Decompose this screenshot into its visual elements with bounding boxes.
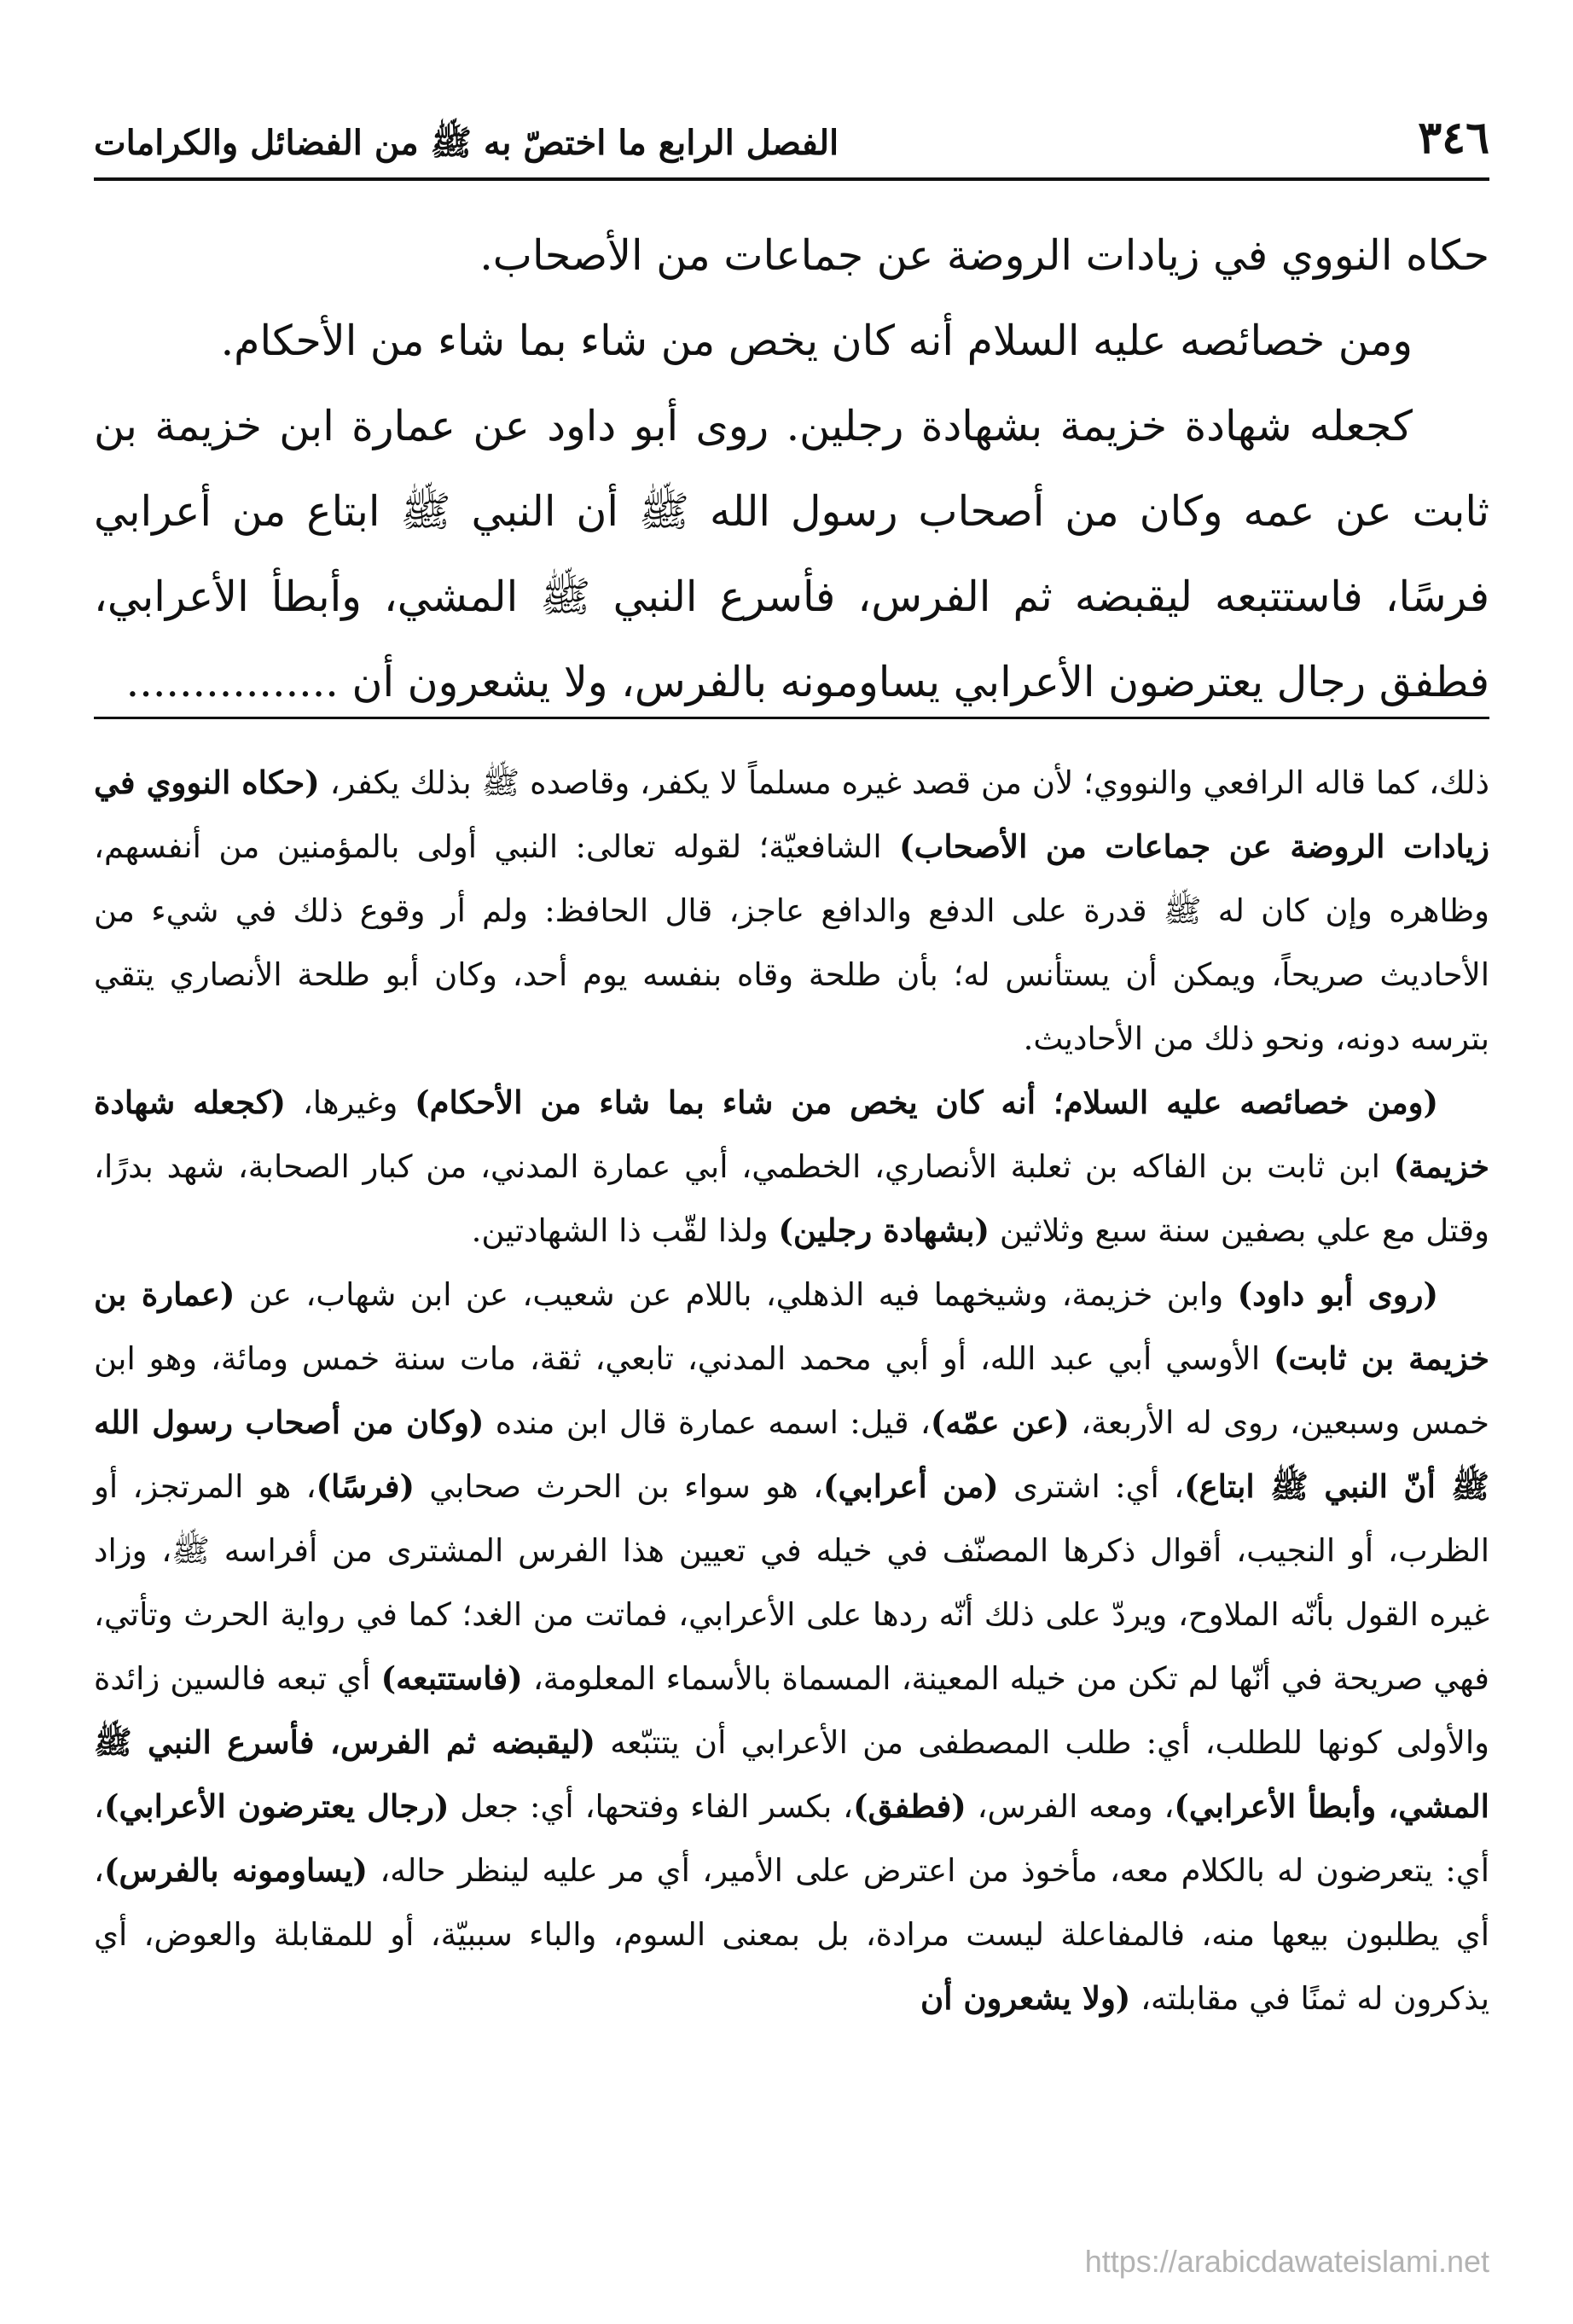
commentary-segment: ، أي: يتعرضون له بالكلام معه، مأخوذ من اعترض على الأمير، أي مر عليه لينظر حاله، xyxy=(94,1788,1489,1889)
commentary-segment: ، أي: اشترى xyxy=(998,1468,1185,1505)
quoted-matn-segment: (فطفق) xyxy=(853,1787,966,1825)
commentary-segment: ، هو المرتجز، أو الظرب، أو النجيب، أقوال ذكرها المصنّف في خيله في تعيين هذا الفرس المشترى من أفراسه ﷺ، وزاد غيره القول بأنّه الملاوح، ويردّ على ذلك أنّه ردها على الأعرابي، فماتت من الغد؛ كما في رواية الحرث وتأتي، فهي صريحة في أنّها لم تكن من خيله المعينة، المسماة بالأسماء المعلومة، xyxy=(94,1468,1489,1697)
quoted-matn-segment: (فرسًا) xyxy=(316,1467,415,1505)
main-text xyxy=(94,213,1489,725)
commentary-segment: ابن ثابت بن الفاكه بن ثعلبة الأنصاري، الخطمي، أبي عمارة المدني، من كبار الصحابة، شهد بدرًا، وقتل مع علي بصفين سنة سبع وثلاثين xyxy=(94,1148,1489,1249)
commentary-segment: أي تبعه فالسين زائدة والأولى كونها للطلب، أي: طلب المصطفى من الأعرابي أن يتتبّعه xyxy=(94,1660,1489,1761)
quoted-matn-segment: (رجال يعترضون الأعرابي) xyxy=(103,1787,450,1825)
page-header xyxy=(94,101,1489,164)
commentary-segment: ، هو سواء بن الحرث صحابي xyxy=(414,1468,824,1505)
main-paragraph-2: ومن خصائصه عليه السلام أنه كان يخص من شاء بما شاء من الأحكام. xyxy=(220,317,1413,365)
watermark-url: https://arabicdawateislami.net xyxy=(1084,2244,1489,2279)
quoted-matn-segment: (كجعله شهادة خزيمة) xyxy=(94,1084,1489,1185)
quoted-matn-segment: (فاستتبعه) xyxy=(380,1659,523,1697)
commentary-segment: وغيرها، xyxy=(286,1084,415,1121)
running-title: الفصل الرابع ما اختصّ به ﷺ من الفضائل والكرامات xyxy=(94,123,839,163)
quoted-matn-segment: (ولا يشعرون أن xyxy=(920,1979,1131,2017)
commentary-segment: ولذا لقّب ذا الشهادتين. xyxy=(471,1212,779,1249)
quoted-matn-segment: (ليقبضه ثم الفرس، فأسرع النبي ﷺ المشي، وأبطأ الأعرابي) xyxy=(94,1723,1489,1825)
quoted-matn-segment: (ومن خصائصه عليه السلام؛ أنه كان يخص من شاء بما شاء من الأحكام) xyxy=(415,1084,1439,1121)
page-number: ٣٤٦ xyxy=(1418,112,1489,164)
commentary-segment: ، ومعه الفرس، xyxy=(966,1788,1175,1825)
commentary-paragraph-3 xyxy=(94,1263,1489,2031)
commentary-segment: الأوسي أبي عبد الله، أو أبي محمد المدني، تابعي، ثقة، مات سنة خمس ومائة، وهو ابن خمس وسبعين، روى له الأربعة، xyxy=(94,1340,1490,1441)
quoted-matn-segment: (وكان من أصحاب رسول الله ﷺ أنّ النبي ﷺ ابتاع) xyxy=(94,1403,1489,1505)
quoted-matn-segment: (من أعرابي) xyxy=(823,1467,999,1505)
quoted-matn-segment: (حكاه النووي في زيادات الروضة عن جماعات من الأصحاب) xyxy=(94,764,1489,865)
commentary-segment: الشافعيّة؛ لقوله تعالى: النبي أولى بالمؤمنين من أنفسهم، وظاهره وإن كان له ﷺ قدرة على الدفع والدافع عاجز، قال الحافظ: ولم أر وقوع ذلك في شيء من الأحاديث صريحاً، ويمكن أن يستأنس له؛ بأن طلحة وقاه بنفسه يوم أحد، وكان أبو طلحة الأنصاري يتقي بترسه دونه، ونحو ذلك من الأحاديث. xyxy=(94,828,1489,1057)
main-paragraph-3-text: كجعله شهادة خزيمة بشهادة رجلين. روى أبو داود عن عمارة ابن خزيمة بن ثابت عن عمه وكان من أصحاب رسول الله ﷺ أن النبي ﷺ ابتاع من أعرابي فرسًا، فاستتبعه ليقبضه ثم الفرس، فأسرع النبي ﷺ المشي، وأبطأ الأعرابي، فطفق رجال يعترضون الأعرابي يساومونه بالفرس، ولا يشعرون أن xyxy=(94,402,1489,706)
quoted-matn-segment: (عن عمّه) xyxy=(930,1403,1070,1441)
quoted-matn-segment: (روى أبو داود) xyxy=(1237,1275,1438,1313)
quoted-matn-segment: (يساومونه بالفرس) xyxy=(103,1851,369,1889)
commentary-segment: وابن خزيمة، وشيخهما فيه الذهلي، باللام عن شعيب، عن ابن شهاب، عن xyxy=(235,1276,1238,1313)
commentary-segment: ، أي يطلبون بيعها منه، فالمفاعلة ليست مرادة، بل بمعنى السوم، والباء سببيّة، أو للمقابلة والعوض، أي يذكرون له ثمنًا في مقابلته، xyxy=(94,1852,1489,2017)
commentary xyxy=(94,751,1489,2031)
header-rule xyxy=(94,177,1489,181)
ellipsis-dots: ................ xyxy=(125,658,339,706)
commentary-segment: ، قيل: اسمه عمارة قال ابن منده xyxy=(484,1404,931,1441)
main-paragraph-3 xyxy=(94,384,1489,725)
commentary-segment: ، بكسر الفاء وفتحها، أي: جعل xyxy=(449,1788,854,1825)
quoted-matn-segment: (عمارة بن خزيمة بن ثابت) xyxy=(94,1275,1489,1377)
commentary-segment: ذلك، كما قاله الرافعي والنووي؛ لأن من قصد غيره مسلماً لا يكفر، وقاصده ﷺ بذلك يكفر، xyxy=(319,764,1489,801)
commentary-paragraph-1 xyxy=(94,751,1489,1071)
main-paragraph-1: حكاه النووي في زيادات الروضة عن جماعات من الأصحاب. xyxy=(479,231,1489,280)
quoted-matn-segment: (بشهادة رجلين) xyxy=(778,1211,990,1249)
commentary-paragraph-2 xyxy=(94,1071,1489,1263)
commentary-separator xyxy=(94,717,1489,719)
